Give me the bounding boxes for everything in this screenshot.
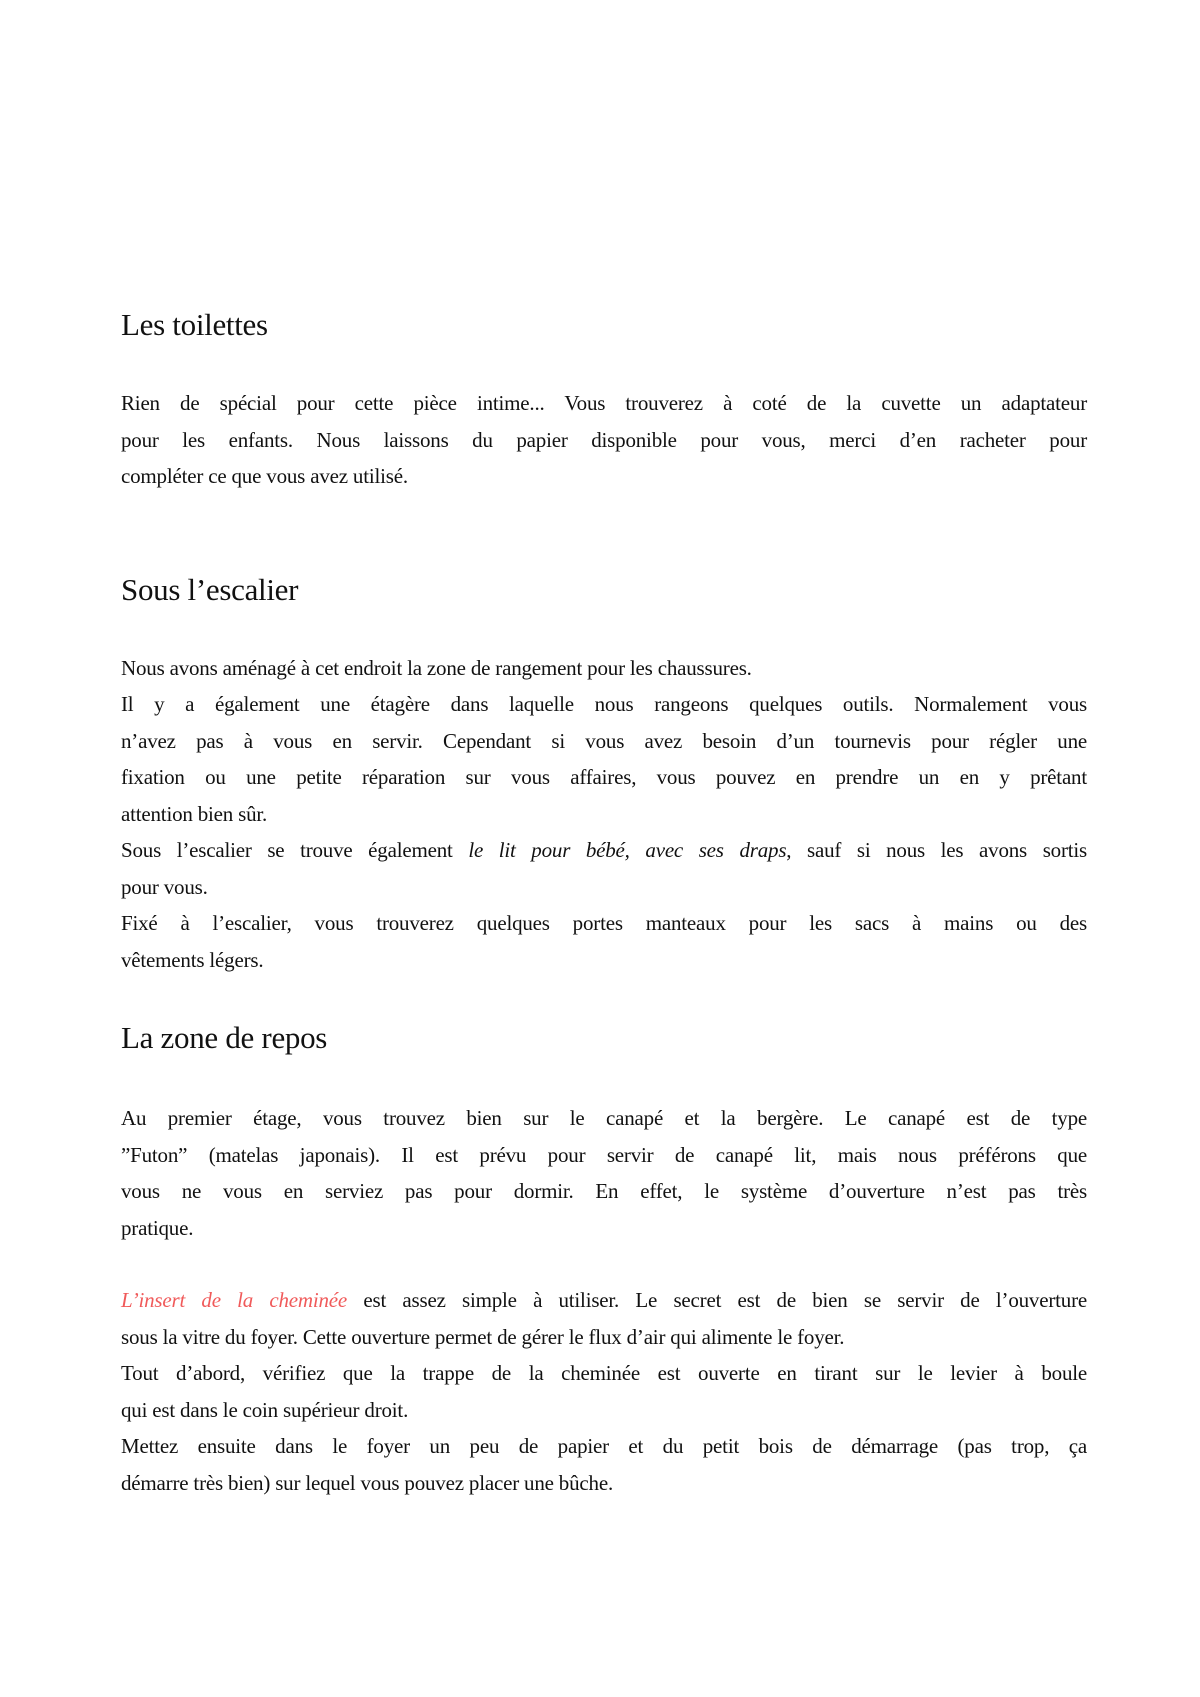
text-line: n’avez pas à vous en servir. Cependant si vous avez besoin d’un tournevis pour régler une (121, 728, 1087, 753)
text-line: Rien de spécial pour cette pièce intime... Vous trouverez à coté de la cuvette un adaptateur (121, 391, 1087, 415)
text-segment: Sous l’escalier se trouve également (121, 838, 469, 862)
escalier-paragraph-shoes (121, 650, 1087, 687)
emphasis-crib: le lit pour bébé, avec ses draps (468, 838, 787, 862)
text-line: Au premier étage, vous trouvez bien sur le canapé et la bergère. Le canapé est de type (121, 1106, 1087, 1130)
text-line: Nous avons aménagé à cet endroit la zone de rangement pour les chaussures. (121, 656, 752, 680)
escalier-paragraph-crib (121, 832, 1087, 905)
repos-paragraph-insert (121, 1282, 1087, 1355)
repos-paragraph-lighting (121, 1428, 1087, 1501)
text-line (121, 832, 1087, 869)
text-line: Il y a également une étagère dans laquelle nous rangeons quelques outils. Normalement vous (121, 692, 1087, 716)
text-line: fixation ou une petite réparation sur vous affaires, vous pouvez en prendre un en y prêtant (121, 765, 1087, 789)
text-line: compléter ce que vous avez utilisé. (121, 464, 408, 488)
text-line: pour les enfants. Nous laissons du papier disponible pour vous, merci d’en racheter pour (121, 427, 1087, 452)
emphasis-fireplace-insert: L’insert de la cheminée (121, 1288, 348, 1312)
text-line: pour vous. (121, 874, 208, 899)
repos-paragraph-sofa (121, 1100, 1087, 1246)
text-line: pratique. (121, 1215, 194, 1240)
text-line: sous la vitre du foyer. Cette ouverture permet de gérer le flux d’air qui alimente le foyer. (121, 1324, 845, 1349)
text-line: Fixé à l’escalier, vous trouverez quelques portes manteaux pour les sacs à mains ou des (121, 911, 1087, 935)
toilettes-paragraph (121, 385, 1087, 495)
repos-paragraph-damper (121, 1355, 1087, 1428)
escalier-paragraph-coat-hooks (121, 905, 1087, 978)
text-line: démarre très bien) sur lequel vous pouvez placer une bûche. (121, 1470, 613, 1495)
text-line (121, 1282, 1087, 1319)
section-heading-escalier: Sous l’escalier (121, 572, 299, 607)
text-line: ”Futon” (matelas japonais). Il est prévu pour servir de canapé lit, mais nous préférons que (121, 1142, 1087, 1167)
escalier-paragraph-tools (121, 686, 1087, 832)
text-line: Mettez ensuite dans le foyer un peu de papier et du petit bois de démarrage (pas trop, ça (121, 1434, 1087, 1458)
text-line: Tout d’abord, vérifiez que la trappe de la cheminée est ouverte en tirant sur le levier à boule (121, 1361, 1087, 1385)
text-line: vêtements légers. (121, 947, 264, 972)
section-heading-toilettes: Les toilettes (121, 307, 268, 342)
text-line: vous ne vous en serviez pas pour dormir. En effet, le système d’ouverture n’est pas très (121, 1179, 1087, 1203)
text-line: attention bien sûr. (121, 801, 268, 826)
section-heading-repos: La zone de repos (121, 1020, 328, 1055)
text-segment: est assez simple à utiliser. Le secret est de bien se servir de l’ouverture (347, 1288, 1087, 1312)
text-line: qui est dans le coin supérieur droit. (121, 1397, 409, 1422)
text-segment: , sauf si nous les avons sortis (786, 838, 1088, 862)
